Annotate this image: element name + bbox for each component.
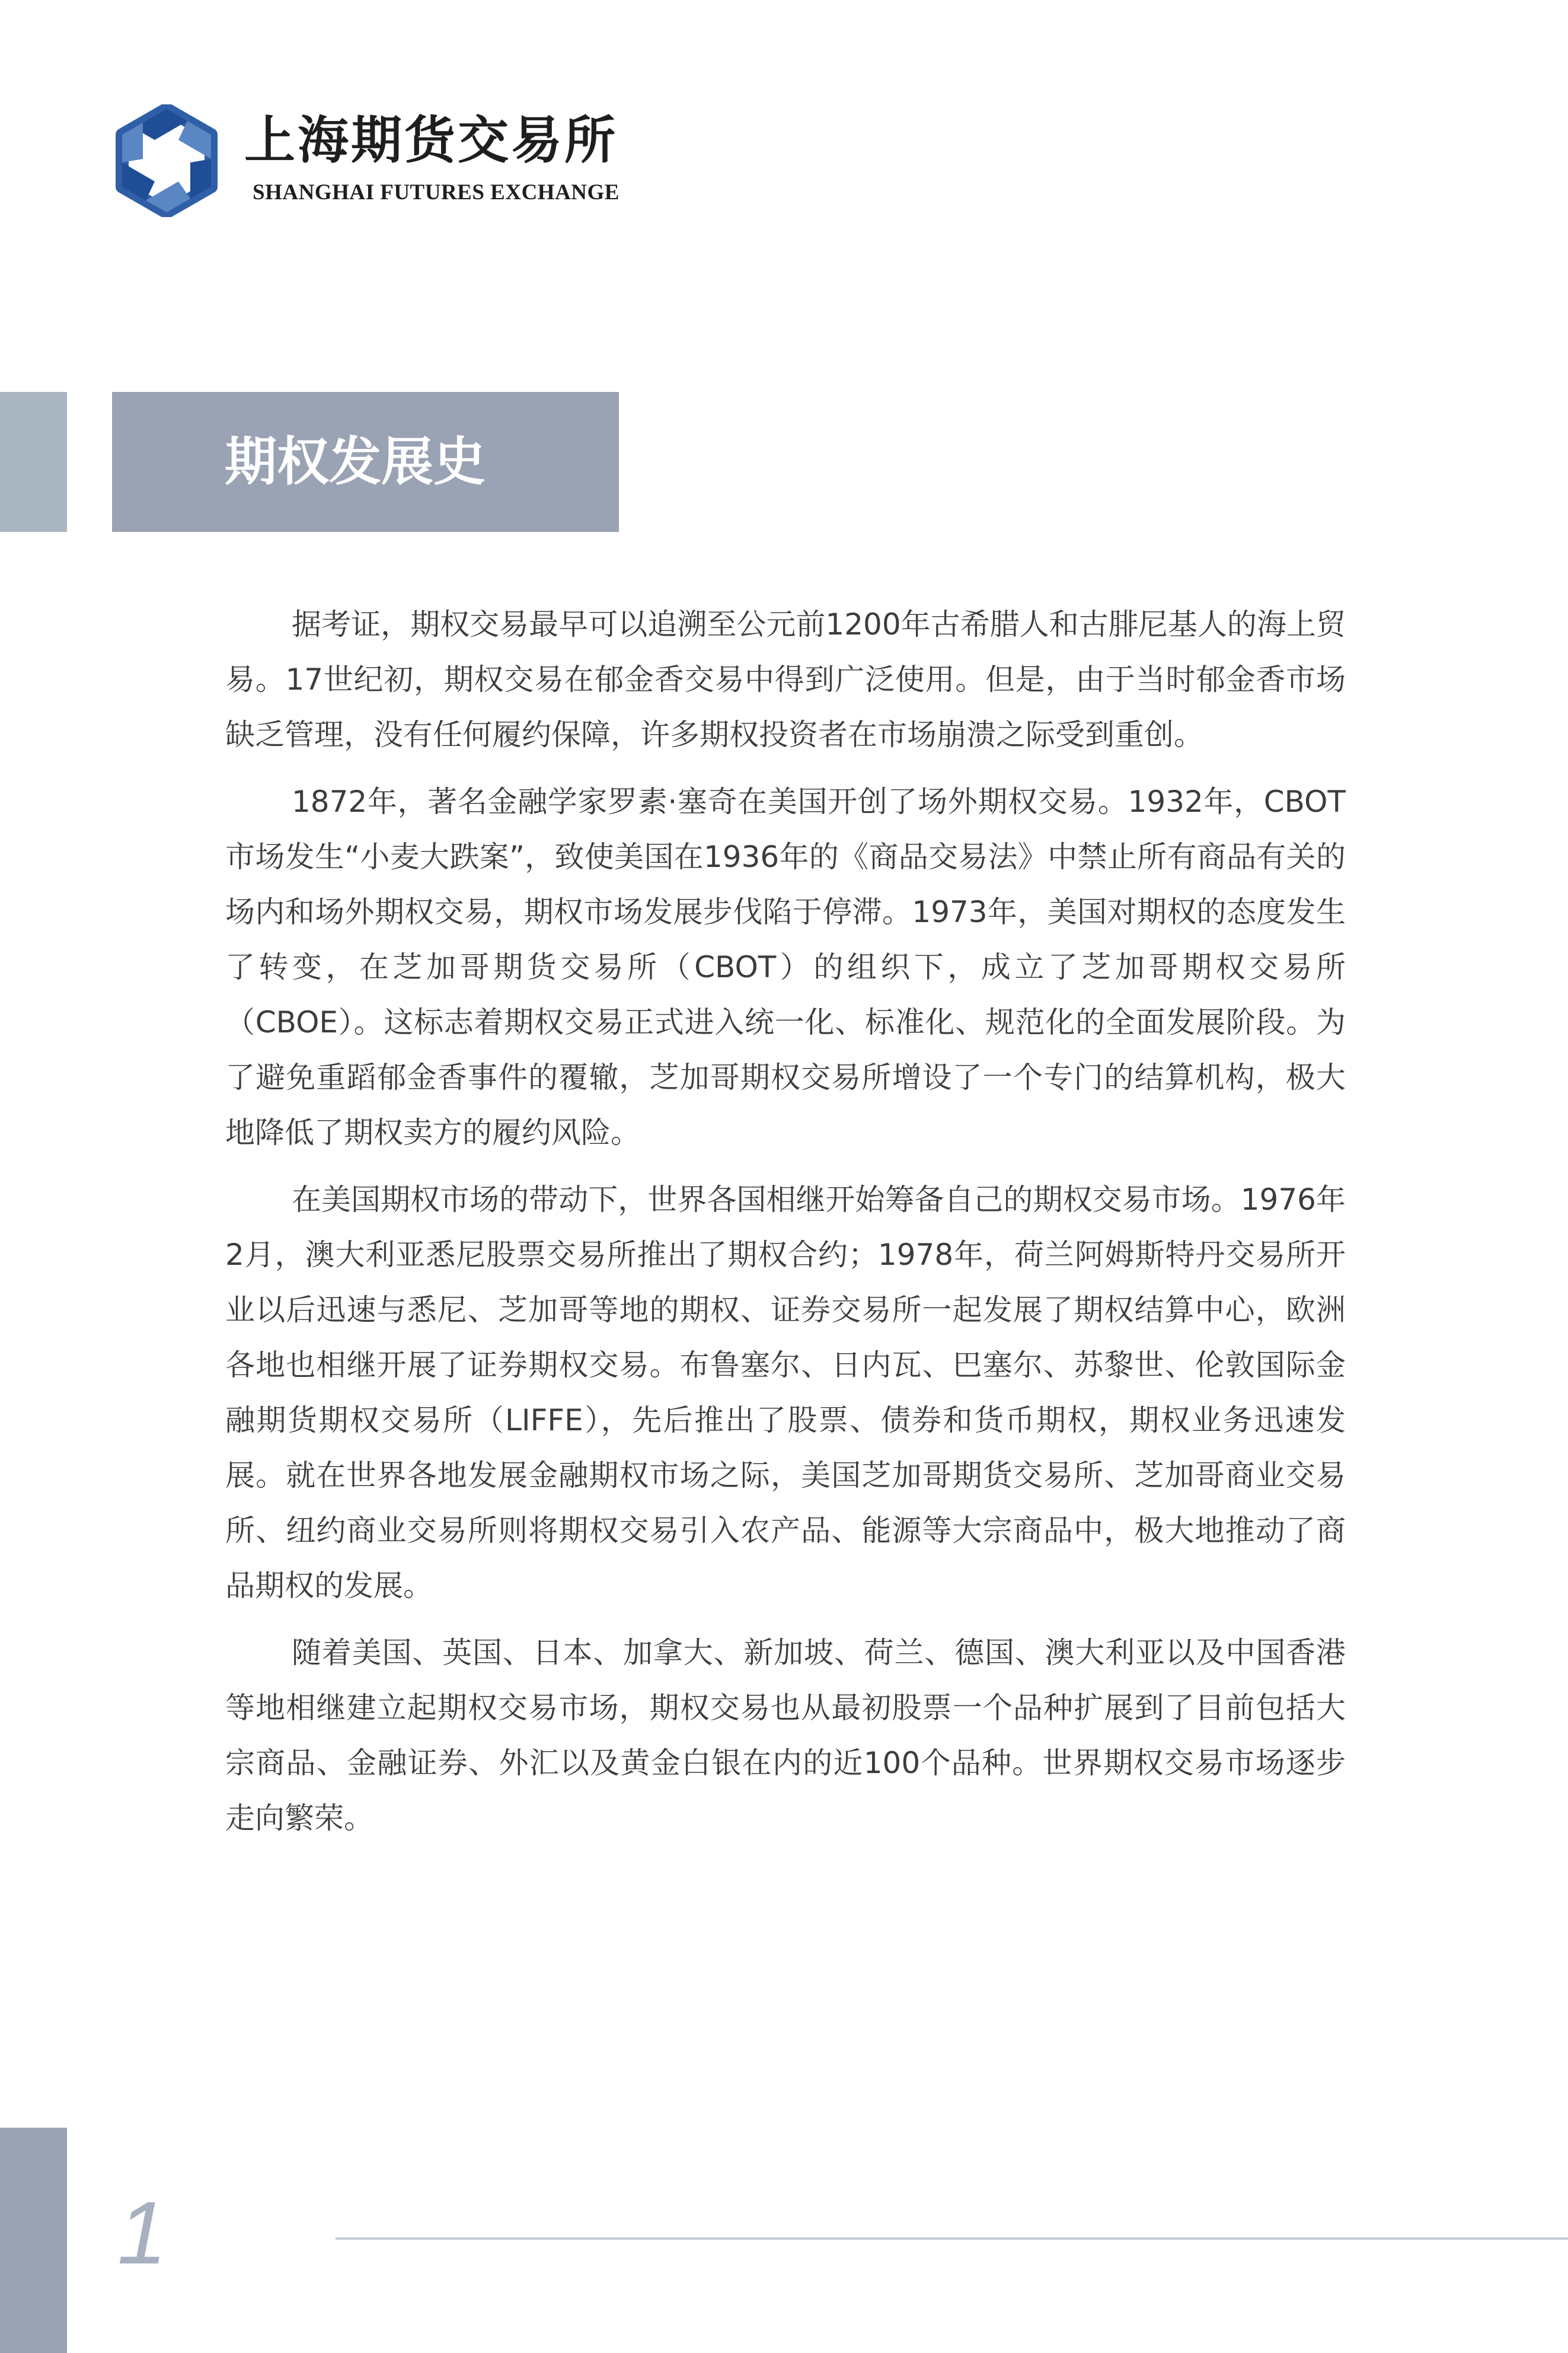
paragraph: 随着美国、英国、日本、加拿大、新加坡、荷兰、德国、澳大利亚以及中国香港等地相继建立起期权交易市场，期权交易也从最初股票一个品种扩展到了目前包括大宗商品、金融证券、外汇以及黄金白银在内的近100个品种。世界期权交易市场逐步走向繁荣。 xyxy=(225,1635,1346,1835)
paragraph: 在美国期权市场的带动下，世界各国相继开始筹备自己的期权交易市场。1976年2月，澳大利亚悉尼股票交易所推出了期权合约；1978年，荷兰阿姆斯特丹交易所开业以后迅速与悉尼、芝加哥等地的期权、证券交易所一起发展了期权结算中心，欧洲各地也相继开展了证券期权交易。布鲁塞尔、日内瓦、巴塞尔、苏黎世、伦敦国际金融期货期权交易所（LIFFE），先后推出了股票、债券和货币期权，期权业务迅速发展。就在世界各地发展金融期权市场之际，美国芝加哥期货交易所、芝加哥商业交易所、纽约商业交易所则将期权交易引入农产品、能源等大宗商品中，极大地推动了商品期权的发展。 xyxy=(225,1182,1346,1603)
paragraph: 1872年，著名金融学家罗素·塞奇在美国开创了场外期权交易。1932年，CBOT市场发生“小麦大跌案”，致使美国在1936年的《商品交易法》中禁止所有商品有关的场内和场外期权交易，期权市场发展步伐陷于停滞。1973年，美国对期权的态度发生了转变，在芝加哥期货交易所（CBOT）的组织下，成立了芝加哥期权交易所（CBOE）。这标志着期权交易正式进入统一化、标准化、规范化的全面发展阶段。为了避免重蹈郁金香事件的覆辙，芝加哥期权交易所增设了一个专门的结算机构，极大地降低了期权卖方的履约风险。 xyxy=(225,785,1346,1150)
shfe-hexagon-logo-icon xyxy=(110,104,223,217)
logo-english-name: SHANGHAI FUTURES EXCHANGE xyxy=(253,180,619,205)
decorative-footer-block xyxy=(0,2128,67,2353)
decorative-side-block xyxy=(0,392,67,532)
page-number: 1 xyxy=(117,2183,167,2282)
body-text xyxy=(225,597,1346,1858)
section-title-band xyxy=(112,392,619,532)
paragraph: 据考证，期权交易最早可以追溯至公元前1200年古希腊人和古腓尼基人的海上贸易。17世纪初，期权交易在郁金香交易中得到广泛使用。但是，由于当时郁金香市场缺乏管理，没有任何履约保障，许多期权投资者在市场崩溃之际受到重创。 xyxy=(225,607,1346,752)
footer-divider xyxy=(336,2237,1568,2240)
logo-chinese-name: 上海期货交易所 xyxy=(244,110,618,170)
section-title: 期权发展史 xyxy=(225,431,486,492)
shfe-logo xyxy=(110,104,619,223)
